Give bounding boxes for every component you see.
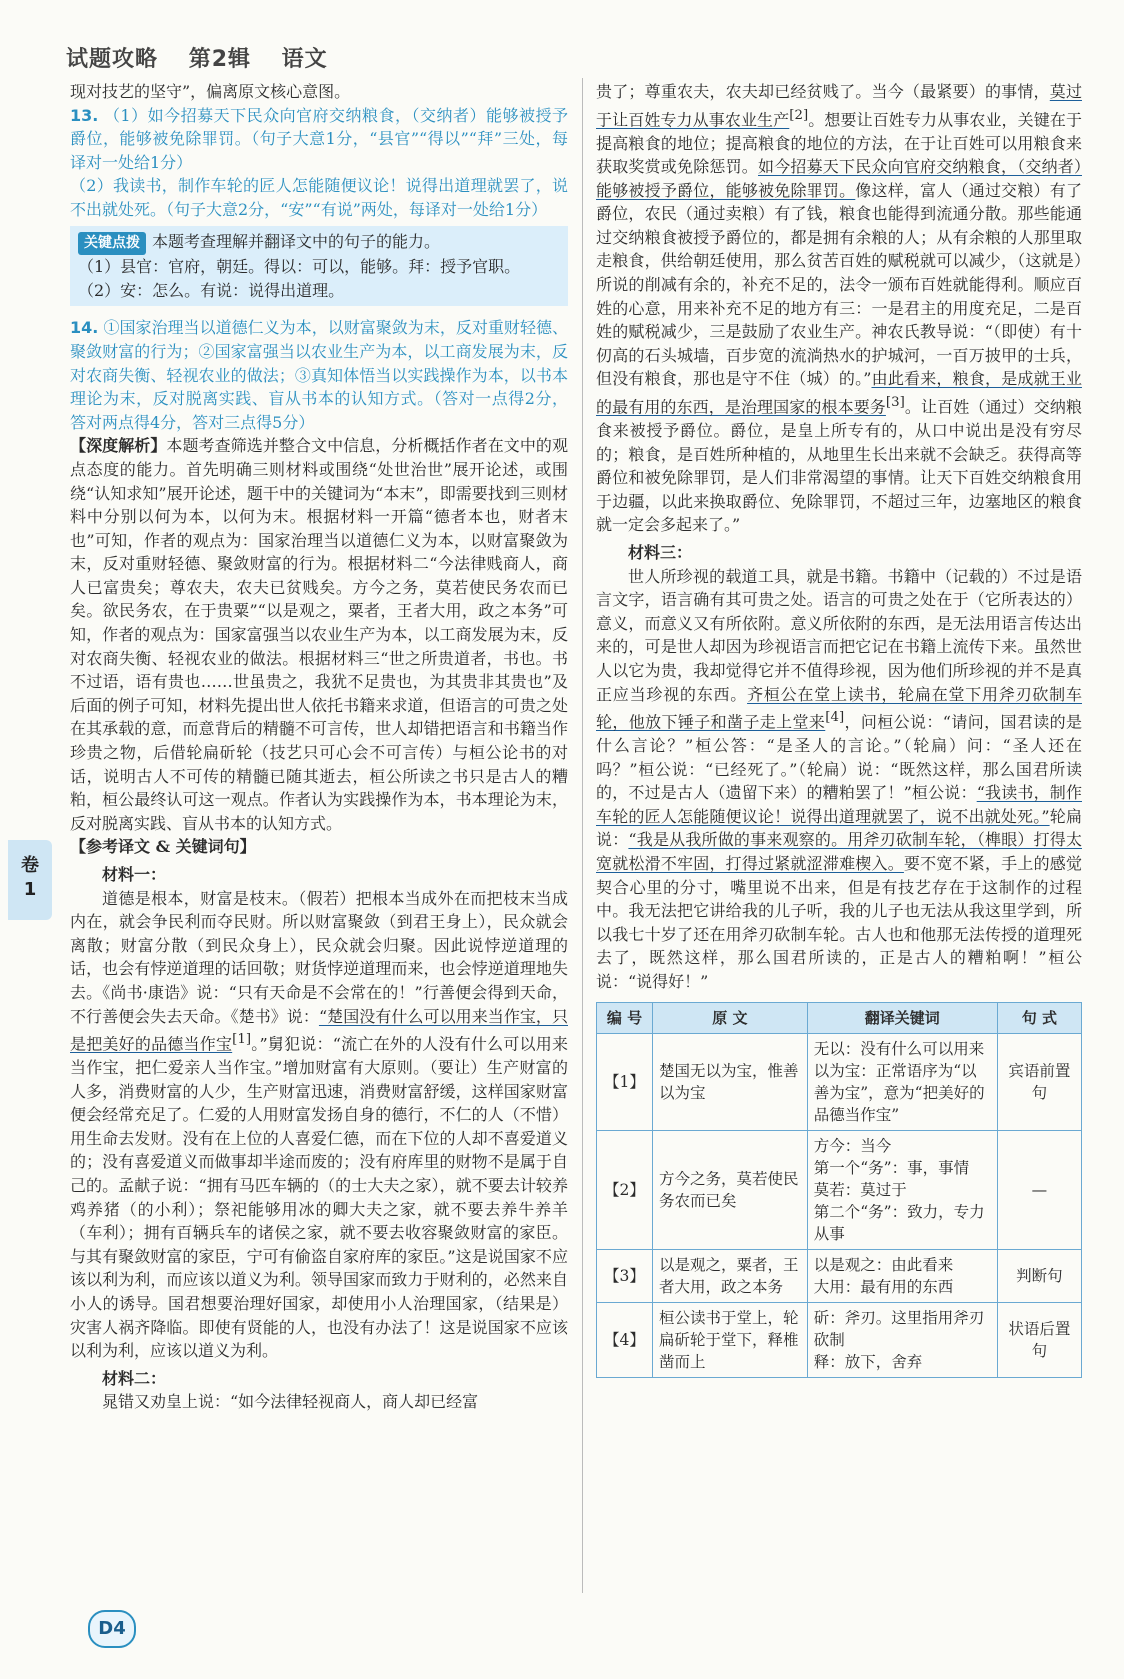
col-header-pattern: 句 式 xyxy=(997,1002,1081,1033)
note-3: [3] xyxy=(885,395,905,411)
table-row xyxy=(597,1033,1082,1130)
page-number: D4 xyxy=(88,1610,136,1648)
series-title: 试题攻略 xyxy=(66,47,159,72)
table-row xyxy=(597,1249,1082,1302)
material-3-title: 材料三： xyxy=(628,542,693,562)
material-2-title: 材料二： xyxy=(102,1368,167,1388)
col-header-keywords: 翻译关键词 xyxy=(807,1002,997,1033)
row-keywords: 斫：斧刃。这里指用斧刃砍制 释：放下，舍弃 xyxy=(807,1302,997,1377)
side-tab-label: 卷 xyxy=(21,855,39,876)
row-original: 楚国无以为宝，惟善以为宝 xyxy=(652,1033,807,1130)
q14-analysis: 【深度解析】本题考查筛选并整合文中信息，分析概括作者在文中的观点态度的能力。首先明确三则材料或围绕“处世治世”展开论述，或围绕“认知求知”展开论述，题干中的关键词为“本末”，即需要找到三则材料中分别以何为本，以何为末。根据材料一开篇“德者本也，财者末也”可知，作者的观点为：国家治理当以道德仁义为本，以财富聚敛为末，反对重财轻德、聚敛财富的行为。根据材料二“今法律贱商人，商人已富贵矣；尊农夫，农夫已贫贱矣。方今之务，莫若使民务农而已矣。欲民务农，在于贵粟”“以是观之，粟者，王者大用，政之本务”可知，作者的观点为：国家富强当以农业生产为本，以工商发展为末，反对农商失衡、轻视农业的做法。根据材料三“世之所贵道者，书也。书不过语，语有贵也……世虽贵之，我犹不足贵也，为其贵非其贵也”及后面的例子可知，材料先提出世人依托书籍来求道，但语言的可贵之处在其承载的意，而意背后的精髓不可言传，世人却错把语言和书籍当作珍贵之物，后借轮扁斫轮（技艺只可心会不可言传）与桓公论书的对话，说明古人不可传的精髓已随其逝去，桓公所读之书只是古人的糟粕，桓公最终认可这一观点。作者认为实践操作为本，书本理论为末，反对脱离实践、盲从书本的认知方式。 xyxy=(70,436,568,833)
row-number: 【4】 xyxy=(597,1302,653,1377)
q13-source-sentence-1: 如今招募天下民众向官府交纳粮食，（交纳者）能够被授予爵位，能够被免除罪罚。 xyxy=(596,157,1082,200)
q14-number: 14. xyxy=(70,318,99,338)
note-1: [1] xyxy=(232,1032,252,1048)
material-1-text: 道德是根本，财富是枝末。（假若）把根本当成外在而把枝末当成内在，就会争民利而夺民财。所以财富聚敛（到君王身上），民众就会离散；财富分散（到民众身上），民众就会归聚。因此说悖逆道理的话，也会有悖逆道理的话回敬；财货悖逆道理而来，也会悖逆道理地失去。《尚书·康诰》说：“只有天命是不会常在的！”行善便会得到天命，不行善便会失去天命。《楚书》说：“楚国没有什么可以用来当作宝，只是把美好的品德当作宝[1]。”舅犯说：“流亡在外的人没有什么可以用来当作宝，把仁爱亲人当作宝。”增加财富有大原则。（要让）生产财富的人多，消费财富的人少，生产财富迅速，消费财富舒缓，这样国家财富便会经常充足了。仁爱的人用财富发扬自身的德行，不仁的人（不惜）用生命去发财。没有在上位的人喜爱仁德，而在下位的人却不喜爱道义的；没有喜爱道义而做事却半途而废的；没有府库里的财物不是属于自己的。孟献子说：“拥有马匹车辆的（的士大夫之家），就不要去计较养鸡养猪（的小利）；祭祀能够用冰的卿大夫之家，就不要去养牛养羊（车利）；拥有百辆兵车的诸侯之家，就不要去收容聚敛财富的家臣。与其有聚敛财富的家臣，宁可有偷盗自家府库的家臣。”这是说国家不应该以利为利，而应该以道义为利。领导国家而致力于财利的，必然来自小人的诱导。国君想要治理好国家，却使用小人治理国家，（结果是）灾害人祸齐降临。即使有贤能的人，也没有办法了！这是说国家不应该以利为利，应该以道义为利。 xyxy=(70,888,568,1361)
analysis-label: 【深度解析】 xyxy=(70,436,167,456)
subject-title: 语文 xyxy=(281,47,328,72)
volume-title: 第2辑 xyxy=(188,47,251,72)
hint-text-3: （2）安：怎么。有说：说得出道理。 xyxy=(78,280,345,300)
reference-translation-label: 【参考译文 & 关键词句】 xyxy=(70,837,256,857)
row-original: 以是观之，粟者，王者大用，政之本务 xyxy=(652,1249,807,1302)
row-keywords: 以是观之：由此看来 大用：最有用的东西 xyxy=(807,1249,997,1302)
q13-answer-1: 13. （1）如今招募天下民众向官府交纳粮食，（交纳者）能够被授予爵位，能够被免除罪罚。（句子大意1分，“县官”“得以”“拜”三处，每译对一处给1分） xyxy=(70,105,568,172)
key-sentence-1: “楚国没有什么可以用来当作宝，只是把美好的品德当作宝 xyxy=(70,1006,568,1054)
material-2-text-cont: 贵了；尊重农夫，农夫却已经贫贱了。当今（最紧要）的事情，莫过于让百姓专力从事农业生产[2]。想要让百姓专力从事农业，关键在于提高粮食的地位；提高粮食的地位的方法，在于让百姓可以用粮食来获取奖赏或免除惩罚。如今招募天下民众向官府交纳粮食，（交纳者）能够被授予爵位，能够被免除罪罚。像这样，富人（通过交粮）有了爵位，农民（通过卖粮）有了钱，粮食也能得到流通分散。那些能通过交纳粮食被授予爵位的，都是拥有余粮的人；从有余粮的人那里取走粮食，供给朝廷使用，那么贫苦百姓的赋税就可以减少，（这就是）所说的削减有余的，补充不足的，法令一颁布百姓就能得利。顺应百姓的心意，用来补充不足的地方有三：一是君主的用度充足，二是百姓的赋税减少，三是鼓励了农业生产。神农氏教导说：“（即使）有十仞高的石头城墙，百步宽的流淌热水的护城河，一百万披甲的士兵，但没有粮食，那也是守不住（城）的。”由此看来，粮食，是成就王业的最有用的东西，是治理国家的根本要务[3]。让百姓（通过）交纳粮食来被授予爵位。爵位，是皇上所专有的，从口中说出是没有穷尽的；粮食，是百姓所种植的，从地里生长出来就不会缺乏。获得高等爵位和被免除罪罚，是人们非常渴望的事情。让天下百姓交纳粮食用于边疆，以此来换取爵位、免除罪罚，不超过三年，边塞地区的粮食就一定会多起来了。” xyxy=(596,82,1082,535)
row-original: 桓公读书于堂上，轮扁斫轮于堂下，释椎凿而上 xyxy=(652,1302,807,1377)
column-divider xyxy=(582,78,583,1593)
table-header-row xyxy=(597,1002,1082,1033)
row-keywords: 无以：没有什么可以用来 以为宝：正常语序为“以善为宝”，意为“把美好的品德当作宝” xyxy=(807,1033,997,1130)
key-sentence-3: 由此看来，粮食，是成就王业的最有用的东西，是治理国家的根本要务 xyxy=(596,369,1082,417)
row-keywords: 方今：当今 第一个“务”：事，事情 莫若：莫过于 第二个“务”：致力，专力从事 xyxy=(807,1130,997,1249)
material-1-title: 材料一： xyxy=(102,865,167,884)
page-header xyxy=(66,42,350,73)
col-header-number: 编 号 xyxy=(597,1002,653,1033)
col-header-original: 原 文 xyxy=(652,1002,807,1033)
row-pattern: 判断句 xyxy=(997,1249,1081,1302)
key-sentence-2: 莫过于让百姓专力从事农业生产 xyxy=(596,82,1082,129)
table-row xyxy=(597,1302,1082,1377)
row-pattern: 宾语前置句 xyxy=(997,1033,1081,1130)
row-number: 【1】 xyxy=(597,1033,653,1130)
q13-hint-box xyxy=(70,226,568,307)
key-sentence-4: 齐桓公在堂上读书，轮扁在堂下用斧刃砍制车轮，他放下锤子和凿子走上堂来 xyxy=(596,684,1082,732)
q13-number: 13. xyxy=(70,105,99,125)
row-pattern: — xyxy=(997,1130,1081,1249)
material-3-text: 世人所珍视的载道工具，就是书籍。书籍中（记载的）不过是语言文字，语言确有其可贵之处。语言的可贵之处在于（它所表达的）意义，而意义又有所依附。意义所依附的东西，是无法用语言传达出来的，可是世人却因为珍视语言而把它记在书籍上流传下来。虽然世人以它为贵，我却觉得它并不值得珍视，因为他们所珍视的并不是真正应当珍视的东西。齐桓公在堂上读书，轮扁在堂下用斧刃砍制车轮，他放下锤子和凿子走上堂来[4]，问桓公说：“请问，国君读的是什么言论？”桓公答：“是圣人的言论。”（轮扁）问：“圣人还在吗？”桓公说：“已经死了。”（轮扁）说：“既然这样，那么国君所读的，不过是古人（遗留下来）的糟粕罢了！”桓公说：“我读书，制作车轮的匠人怎能随便议论！说得出道理就罢了，说不出就处死。”轮扁说：“我是从我所做的事来观察的。用斧刃砍制车轮，（榫眼）打得太宽就松滑不牢固，打得过紧就涩滞难楔入。要不宽不紧，手上的感觉契合心里的分寸，嘴里说不出来，但是有技艺存在于这制作的过程中。我无法把它讲给我的儿子听，我的儿子也无法从我这里学到，所以我七十岁了还在用斧刃砍制车轮。古人也和他那无法传授的道理死去了，既然这样，那么国君所读的，正是古人的糟粕啊！”桓公说：“说得好！” xyxy=(596,566,1082,991)
table-row xyxy=(597,1130,1082,1249)
left-column xyxy=(70,80,568,1414)
right-column xyxy=(596,80,1082,1378)
key-vocabulary-table xyxy=(596,1002,1082,1378)
note-4: [4] xyxy=(825,710,845,726)
row-number: 【2】 xyxy=(597,1130,653,1249)
key-sentence-5: “我是从我所做的事来观察的。用斧刃砍制车轮，（榫眼）打得太宽就松滑不牢固，打得过紧就涩滞难楔入。 xyxy=(596,830,1082,873)
material-2-text-start: 晁错又劝皇上说：“如今法律轻视商人，商人却已经富 xyxy=(102,1392,479,1412)
q13-answer-2: （2）我读书，制作车轮的匠人怎能随便议论！说得出道理就罢了，说不出就处死。（句子大意2分，“安”“有说”两处，每译对一处给1分） xyxy=(70,176,568,219)
row-pattern: 状语后置句 xyxy=(997,1302,1081,1377)
volume-side-tab xyxy=(8,840,52,920)
q13-source-sentence-2: “我读书，制作车轮的匠人怎能随便议论！说得出道理就罢了，说不出就处死。” xyxy=(596,783,1082,826)
carry-over-text: 现对技艺的坚守”，偏离原文核心意图。 xyxy=(70,82,351,101)
question-14 xyxy=(70,316,568,835)
row-original: 方今之务，莫若使民务农而已矣 xyxy=(652,1130,807,1249)
hint-text-1: 本题考查理解并翻译文中的句子的能力。 xyxy=(152,231,441,251)
hint-tag: 关键点拨 xyxy=(78,232,146,256)
row-number: 【3】 xyxy=(597,1249,653,1302)
question-13 xyxy=(70,104,568,307)
side-tab-number: 1 xyxy=(23,879,37,900)
note-2: [2] xyxy=(789,107,809,123)
hint-text-2: （1）县官：官府，朝廷。得以：可以，能够。拜：授予官职。 xyxy=(78,257,521,277)
q14-answer: 14. ①国家治理当以道德仁义为本，以财富聚敛为末，反对重财轻德、聚敛财富的行为；②国家富强当以农业生产为本，以工商发展为末，反对农商失衡、轻视农业的做法；③真知体悟当以实践操作为本，以书本理论为末，反对脱离实践、盲从书本的认知方式。（答对一点得2分，答对两点得4分，答对三点得5分） xyxy=(70,318,568,432)
